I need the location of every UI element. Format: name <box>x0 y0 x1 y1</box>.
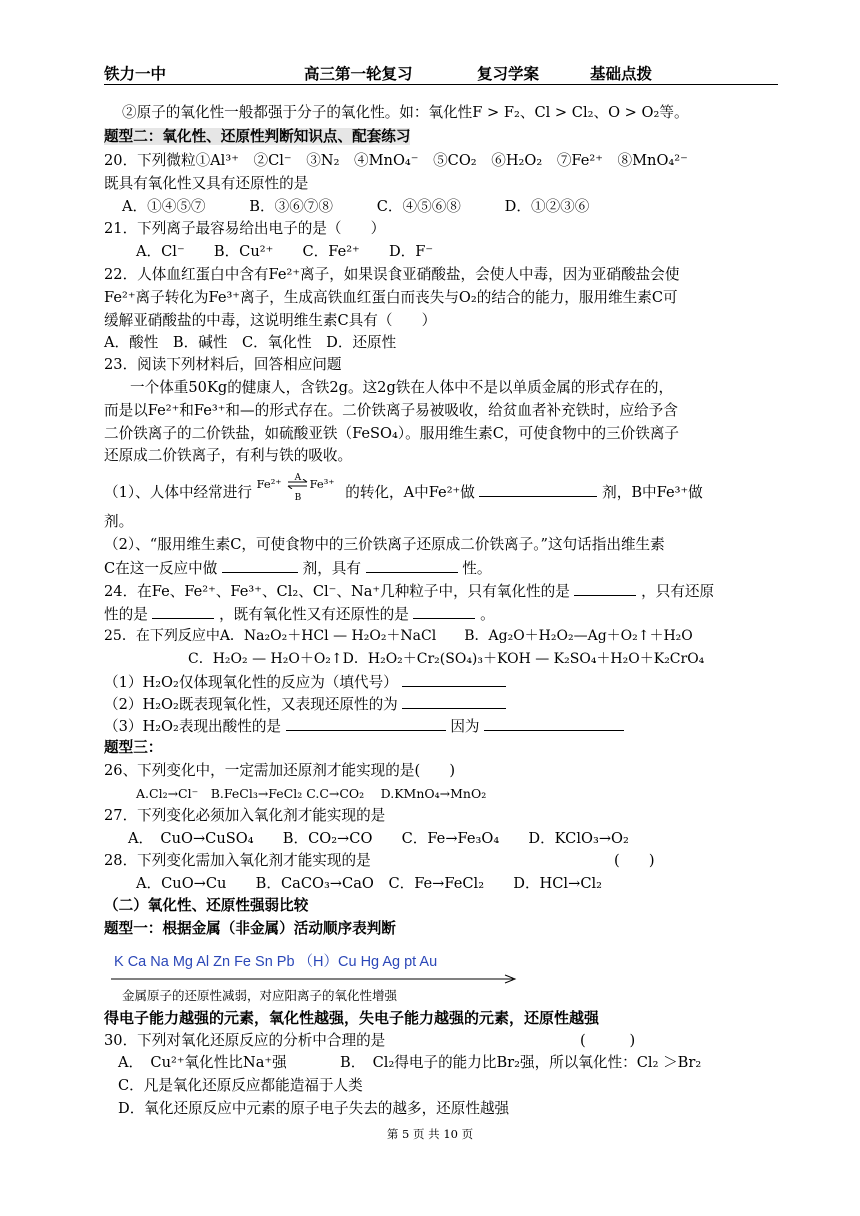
text-span: ，既有氧化性又有还原性的是 <box>219 606 409 623</box>
answer-parenthesis: ( ) <box>580 1032 636 1049</box>
page-header <box>104 62 778 85</box>
answer-blank[interactable] <box>366 558 458 573</box>
answer-blank[interactable] <box>222 558 298 573</box>
text-span: （3）H₂O₂表现出酸性的是 <box>104 718 282 735</box>
options-28: A．CuO→Cu B．CaCO₃→CaO C．Fe→FeCl₂ D．HCl→Cl₂ <box>136 875 603 892</box>
question-23-part1 <box>104 473 703 503</box>
text-span: C在这一反应中做 <box>104 560 218 577</box>
question-21: 21．下列离子最容易给出电子的是（ ） <box>104 220 386 237</box>
answer-blank[interactable] <box>574 581 636 596</box>
text-span: 24．在Fe、Fe²⁺、Fe³⁺、Cl₂、Cl⁻、Na⁺几种粒子中，只有氧化性的是 <box>104 583 570 600</box>
answer-blank[interactable] <box>413 604 475 619</box>
text-span: 性的是 <box>104 606 148 623</box>
question-30: 30．下列对氧化还原反应的分析中合理的是 <box>104 1032 386 1049</box>
equilibrium-bottom: B <box>294 493 302 503</box>
text-span: 性。 <box>462 560 492 577</box>
page-footer: 第 5 页 共 10 页 <box>386 1127 474 1141</box>
header-type: 复习学案 <box>477 64 540 83</box>
answer-parenthesis: ( ) <box>614 852 655 869</box>
text-line: 剂。 <box>104 513 134 530</box>
key-rule: 得电子能力越强的元素，氧化性越强，失电子能力越强的元素，还原性越强 <box>104 1009 600 1027</box>
arrow-right-icon <box>111 974 519 984</box>
text-span: （1）H₂O₂仅体现氧化性的反应为（填代号） <box>104 674 398 691</box>
question-27: 27．下列变化必须加入氧化剂才能实现的是 <box>104 807 386 824</box>
question-28: 28．下列变化需加入氧化剂才能实现的是 <box>104 852 371 869</box>
question-25: 25．在下列反应中A．Na₂O₂＋HCl — H₂O₂＋NaCl B．Ag₂O＋H₂O₂—Ag＋O₂↑＋H₂O <box>104 628 693 644</box>
option-30-a: A． Cu²⁺氧化性比Na⁺强 <box>118 1054 287 1071</box>
equilibrium-top: A <box>294 473 302 483</box>
activity-series: K Ca Na Mg Al Zn Fe Sn Pb （H）Cu Hg Ag pt Au <box>114 954 438 970</box>
options-27: A． CuO→CuSO₄ B．CO₂→CO C．Fe→Fe₃O₄ D．KClO₃→O₂ <box>128 830 629 847</box>
question-24 <box>104 581 714 602</box>
answer-blank[interactable] <box>484 716 624 731</box>
text-span: ，只有还原 <box>641 583 715 600</box>
text-span: 因为 <box>450 718 480 735</box>
text-line <box>104 604 495 625</box>
header-school: 铁力一中 <box>104 64 167 83</box>
section-heading: 题型一：根据金属（非金属）活动顺序表判断 <box>104 920 396 937</box>
text-span: （2）H₂O₂既表现氧化性，又表现还原性的为 <box>104 696 398 713</box>
question-22: 22．人体血红蛋白中含有Fe²⁺离子，如果误食亚硝酸盐，会使人中毒，因为亚硝酸盐会使 <box>104 266 680 283</box>
text-line: 一个体重50Kg的健康人，含铁2g。这2g铁在人体中不是以单质金属的形式存在的， <box>130 379 674 396</box>
section-heading: 题型三： <box>104 739 163 756</box>
option-30-d: D．氧化还原反应中元素的原子电子失去的越多，还原性越强 <box>118 1100 510 1117</box>
question-25-part2 <box>104 694 506 715</box>
text-line: 缓解亚硝酸盐的中毒，这说明维生素C具有（ ） <box>104 312 437 329</box>
option-30-c: C．凡是氧化还原反应都能造福于人类 <box>118 1077 363 1094</box>
section-heading: （二）氧化性、还原性强弱比较 <box>104 897 309 914</box>
text-span: 的转化，A中Fe²⁺做 <box>345 484 475 501</box>
option-30-b: B． Cl₂得电子的能力比Br₂强，所以氧化性：Cl₂ ＞Br₂ <box>340 1054 702 1071</box>
text-line: 而是以Fe²⁺和Fe³⁺和—的形式存在。二价铁离子易被吸收，给贫血者补充铁时，应给予含 <box>104 402 678 419</box>
header-course: 高三第一轮复习 <box>304 64 413 83</box>
options-21: A．Cl⁻ B．Cu²⁺ C．Fe²⁺ D．F⁻ <box>136 243 434 260</box>
equilibrium-right: Fe³⁺ <box>309 477 335 491</box>
answer-blank[interactable] <box>479 482 597 497</box>
question-23-part2: （2）、“服用维生素C，可使食物中的三价铁离子还原成二价铁离子。”这句话指出维生素 <box>104 536 665 553</box>
text-line <box>104 558 491 579</box>
equilibrium-arrow <box>256 473 341 503</box>
text-line: Fe²⁺离子转化为Fe³⁺离子，生成高铁血红蛋白而丧失与O₂的结合的能力，服用维生素C可 <box>104 289 678 306</box>
options-26: A.Cl₂→Cl⁻ B.FeCl₃→FeCl₂ C.C→CO₂ D.KMnO₄→MnO₂ <box>136 786 487 801</box>
question-20: 20．下列微粒①Al³⁺ ②Cl⁻ ③N₂ ④MnO₄⁻ ⑤CO₂ ⑥H₂O₂ ⑦Fe²⁺ ⑧MnO₄²⁻ <box>104 152 688 169</box>
options-20: A．①④⑤⑦ B．③⑥⑦⑧ C．④⑤⑥⑧ D．①②③⑥ <box>122 198 590 215</box>
text-span: 剂，B中Fe³⁺做 <box>602 484 703 501</box>
answer-blank[interactable] <box>286 716 446 731</box>
answer-blank[interactable] <box>152 604 214 619</box>
text-span: （1）、人体中经常进行 <box>104 484 252 501</box>
activity-series-caption: 金属原子的还原性减弱，对应阳离子的氧化性增强 <box>122 988 398 1003</box>
answer-blank[interactable] <box>402 694 506 709</box>
text-line: 二价铁离子的二价铁盐，如硫酸亚铁（FeSO₄）。服用维生素C，可使食物中的三价铁离子 <box>104 425 680 442</box>
text-span: 。 <box>480 606 495 623</box>
text-line: ②原子的氧化性一般都强于分子的氧化性。如：氧化性F > F₂、Cl > Cl₂、O > O₂等。 <box>122 104 689 121</box>
question-26: 26、下列变化中，一定需加还原剂才能实现的是( ) <box>104 762 456 779</box>
question-23: 23．阅读下列材料后，回答相应问题 <box>104 356 342 373</box>
text-line: C．H₂O₂ — H₂O＋O₂↑D．H₂O₂＋Cr₂(SO₄)₃＋KOH — K₂SO₄＋H₂O＋K₂CrO₄ <box>188 651 705 667</box>
header-part: 基础点拨 <box>590 64 653 83</box>
text-line: 还原成二价铁离子，有利与铁的吸收。 <box>104 447 353 464</box>
question-25-part1 <box>104 672 506 693</box>
equilibrium-left: Fe²⁺ <box>256 477 282 491</box>
section-heading-text: 题型二：氧化性、还原性判断知识点、配套练习 <box>104 128 411 145</box>
text-line: 既具有氧化性又具有还原性的是 <box>104 175 309 192</box>
question-25-part3 <box>104 716 624 737</box>
answer-blank[interactable] <box>402 672 506 687</box>
section-heading <box>104 127 410 147</box>
text-span: 剂，具有 <box>302 560 361 577</box>
options-22: A．酸性 B．碱性 C．氧化性 D．还原性 <box>104 334 397 351</box>
